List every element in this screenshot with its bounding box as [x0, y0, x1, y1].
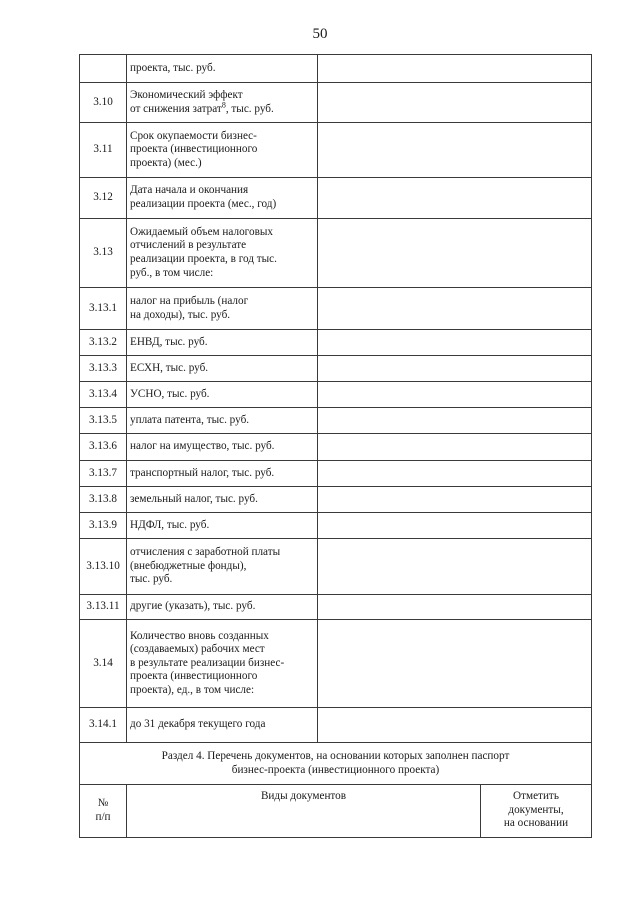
row-number: 3.13.1	[80, 288, 127, 330]
row-label: налог на имущество, тыс. руб.	[127, 434, 318, 461]
table-row	[80, 620, 592, 708]
footnote-marker: 8	[221, 99, 226, 109]
row-label: земельный налог, тыс. руб.	[127, 487, 318, 513]
row-value-cell	[318, 356, 592, 382]
table-row	[80, 55, 592, 83]
table-row	[80, 288, 592, 330]
row-label: ЕСХН, тыс. руб.	[127, 356, 318, 382]
table-row	[80, 219, 592, 288]
doc-number-header: № п/п	[80, 785, 127, 838]
row-number: 3.13.8	[80, 487, 127, 513]
row-label: другие (указать), тыс. руб.	[127, 595, 318, 620]
row-number: 3.10	[80, 83, 127, 123]
table-row	[80, 330, 592, 356]
row-value-cell	[318, 539, 592, 595]
section-heading-row	[80, 743, 592, 785]
row-value-cell	[318, 288, 592, 330]
row-number: 3.14.1	[80, 708, 127, 743]
row-label-text: Экономический эффект от снижения затрат	[130, 88, 243, 115]
row-number: 3.13.4	[80, 382, 127, 408]
row-value-cell	[318, 178, 592, 219]
table-row	[80, 434, 592, 461]
row-label: ЕНВД, тыс. руб.	[127, 330, 318, 356]
doc-header-split	[127, 785, 592, 838]
table-row	[80, 487, 592, 513]
row-number: 3.12	[80, 178, 127, 219]
row-label: Ожидаемый объем налоговых отчислений в результате реализации проекта, в год тыс. руб., в том числе:	[127, 219, 318, 288]
row-value-cell	[318, 487, 592, 513]
row-number: 3.13	[80, 219, 127, 288]
row-number: 3.13.2	[80, 330, 127, 356]
row-number: 3.13.9	[80, 513, 127, 539]
row-value-cell	[318, 708, 592, 743]
row-value-cell	[318, 83, 592, 123]
row-label-tail: , тыс. руб.	[225, 102, 274, 115]
row-value-cell	[318, 595, 592, 620]
doc-header-inner	[127, 785, 591, 837]
table-row	[80, 513, 592, 539]
row-label: УСНО, тыс. руб.	[127, 382, 318, 408]
table-row	[80, 408, 592, 434]
row-number: 3.13.6	[80, 434, 127, 461]
doc-kind-header: Виды документов	[127, 785, 481, 837]
table-row	[80, 356, 592, 382]
row-label: Срок окупаемости бизнес- проекта (инвестиционного проекта) (мес.)	[127, 123, 318, 178]
row-value-cell	[318, 55, 592, 83]
row-number: 3.14	[80, 620, 127, 708]
doc-mark-header: Отметить документы, на основании	[503, 790, 569, 830]
table-row	[80, 595, 592, 620]
row-label: отчисления с заработной платы (внебюджетные фонды), тыс. руб.	[127, 539, 318, 595]
row-label: до 31 декабря текущего года	[127, 708, 318, 743]
table-row	[80, 178, 592, 219]
row-number	[80, 55, 127, 83]
page-number: 50	[312, 26, 328, 42]
table-row	[80, 123, 592, 178]
table-row	[80, 83, 592, 123]
row-value-cell	[318, 408, 592, 434]
row-label: налог на прибыль (налог на доходы), тыс. руб.	[127, 288, 318, 330]
row-label: Количество вновь созданных (создаваемых) рабочих мест в результате реализации бизнес- проекта (инвестиционного проекта), ед., в том числе:	[127, 620, 318, 708]
passport-table	[79, 54, 592, 838]
documents-header-row	[80, 785, 592, 838]
row-label: НДФЛ, тыс. руб.	[127, 513, 318, 539]
table-row	[80, 708, 592, 743]
row-value-cell	[318, 219, 592, 288]
row-label: Дата начала и окончания реализации проекта (мес., год)	[127, 178, 318, 219]
row-value-cell	[318, 123, 592, 178]
row-label	[127, 83, 318, 123]
row-value-cell	[318, 461, 592, 487]
row-label: транспортный налог, тыс. руб.	[127, 461, 318, 487]
table-row	[80, 461, 592, 487]
row-label: уплата патента, тыс. руб.	[127, 408, 318, 434]
row-number: 3.13.3	[80, 356, 127, 382]
section-4-title: Раздел 4. Перечень документов, на основании которых заполнен паспорт бизнес-проекта (инвестиционного проекта)	[80, 743, 592, 785]
row-value-cell	[318, 513, 592, 539]
row-number: 3.13.5	[80, 408, 127, 434]
row-number: 3.13.10	[80, 539, 127, 595]
row-label: проекта, тыс. руб.	[127, 55, 318, 83]
row-number: 3.13.11	[80, 595, 127, 620]
table-row	[80, 539, 592, 595]
row-value-cell	[318, 620, 592, 708]
row-value-cell	[318, 330, 592, 356]
row-number: 3.11	[80, 123, 127, 178]
row-number: 3.13.7	[80, 461, 127, 487]
row-value-cell	[318, 382, 592, 408]
table-row	[80, 382, 592, 408]
row-value-cell	[318, 434, 592, 461]
